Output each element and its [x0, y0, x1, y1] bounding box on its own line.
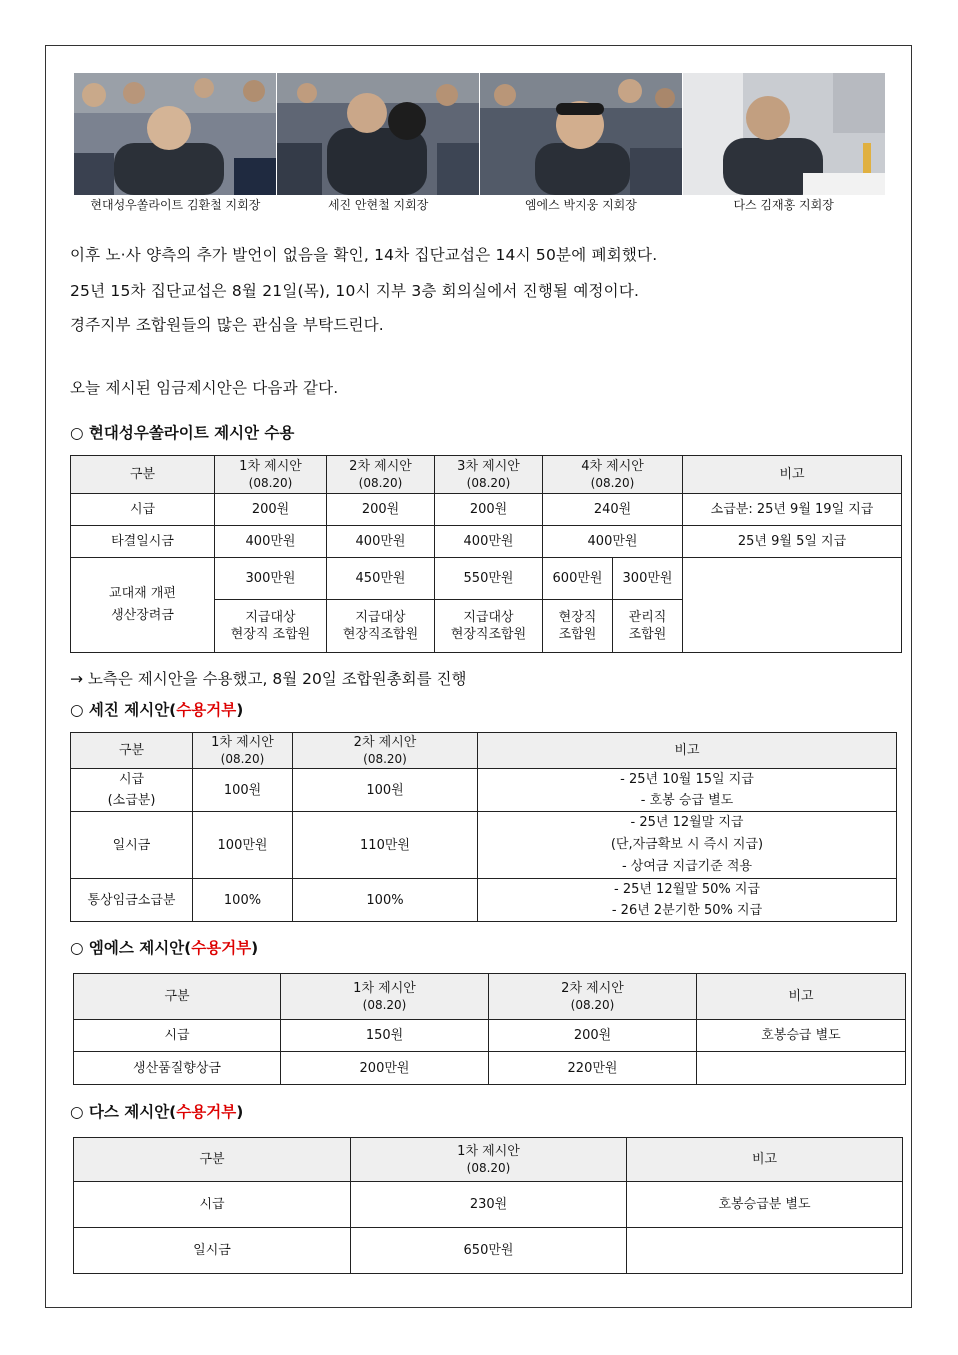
table-row: [71, 769, 897, 812]
table-row: [74, 1228, 903, 1274]
table-cell: 200원: [435, 494, 543, 526]
table-cell: 호봉승급 별도: [697, 1020, 906, 1052]
photo-strip: [74, 73, 885, 195]
table-row: [71, 494, 902, 526]
photo-sejin: [277, 73, 479, 195]
table-cell: 220만원: [489, 1052, 697, 1085]
table-cell: 240원: [543, 494, 683, 526]
section-title-sejin: ○ 세진 제시안(수용거부): [70, 701, 244, 719]
table-cell: 650만원: [351, 1228, 627, 1274]
table-cell: 100%: [293, 879, 478, 922]
photo-ms: [480, 73, 682, 195]
table-cell: 소급분: 25년 9월 19일 지급: [683, 494, 902, 526]
table-cell: 100원: [293, 769, 478, 812]
table-cell: 200원: [215, 494, 327, 526]
photo-hyundai-image: [74, 73, 276, 195]
table-cell: [697, 1052, 906, 1085]
section-title-hyundai: ○ 현대성우쏠라이트 제시안 수용: [70, 424, 295, 442]
header-round-2: 2차 제시안 (08.20): [327, 456, 435, 494]
table-row: [71, 812, 897, 879]
header-round-1: 1차 제시안 (08.20): [351, 1138, 627, 1182]
table-cell: 230원: [351, 1182, 627, 1228]
header-gubun: 구분: [74, 974, 281, 1020]
table-cell: 400만원: [435, 526, 543, 558]
table-cell: 지급대상 현장직조합원: [435, 600, 543, 653]
table-cell: 지급대상 현장직조합원: [327, 600, 435, 653]
header-round-1: 1차 제시안 (08.20): [193, 733, 293, 769]
photo-caption: 현대성우쏠라이트 김환철 지회장: [90, 198, 261, 212]
intro-line-2: 25년 15차 집단교섭은 8월 21일(목), 10시 지부 3층 회의실에서 진행될 예정이다.: [70, 282, 640, 300]
photo-sejin-image: [277, 73, 479, 195]
table-cell: 교대재 개편 생산장려금: [71, 558, 215, 653]
table-cell: 110만원: [293, 812, 478, 879]
table-cell: 300만원: [613, 558, 683, 600]
table-cell: - 25년 12월말 50% 지급 - 26년 2분기한 50% 지급: [478, 879, 897, 922]
header-round-2: 2차 제시안 (08.20): [293, 733, 478, 769]
table-cell: [683, 558, 902, 653]
header-bigo: 비고: [683, 456, 902, 494]
table-cell: 100만원: [193, 812, 293, 879]
table-cell: [627, 1228, 903, 1274]
intro-line-4: 오늘 제시된 임금제시안은 다음과 같다.: [70, 379, 339, 397]
table-cell: 타결일시금: [71, 526, 215, 558]
header-bigo: 비고: [478, 733, 897, 769]
header-round-3: 3차 제시안 (08.20): [435, 456, 543, 494]
header-bigo: 비고: [697, 974, 906, 1020]
table-row: [71, 526, 902, 558]
header-gubun: 구분: [71, 733, 193, 769]
intro-line-3: 경주지부 조합원들의 많은 관심을 부탁드린다.: [70, 316, 384, 334]
table-row: [74, 1020, 906, 1052]
table-cell: 관리직 조합원: [613, 600, 683, 653]
table-row: [71, 879, 897, 922]
table-cell: 200원: [327, 494, 435, 526]
header-gubun: 구분: [71, 456, 215, 494]
header-round-2: 2차 제시안 (08.20): [489, 974, 697, 1020]
table-cell: 시급: [74, 1020, 281, 1052]
table-cell: 200원: [489, 1020, 697, 1052]
intro-line-1: 이후 노·사 양측의 추가 발언이 없음을 확인, 14차 집단교섭은 14시 50분에 폐회했다.: [70, 246, 658, 264]
table-cell: 일시금: [74, 1228, 351, 1274]
table-row: [71, 558, 902, 600]
table-cell: 생산품질향상금: [74, 1052, 281, 1085]
section-title-das: ○ 다스 제시안(수용거부): [70, 1103, 244, 1121]
table-cell: 550만원: [435, 558, 543, 600]
header-bigo: 비고: [627, 1138, 903, 1182]
das-table: [73, 1137, 903, 1274]
photo-ms-image: [480, 73, 682, 195]
header-round-1: 1차 제시안 (08.20): [281, 974, 489, 1020]
table-cell: - 25년 12월말 지급 (단,자금확보 시 즉시 지급) - 상여금 지급기준 적용: [478, 812, 897, 879]
table-cell: 300만원: [215, 558, 327, 600]
photo-captions: [74, 196, 885, 213]
photo-caption: 세진 안현철 지회장: [327, 198, 429, 212]
table-cell: 통상임금소급분: [71, 879, 193, 922]
hyundai-note: → 노측은 제시안을 수용했고, 8월 20일 조합원총회를 진행: [70, 670, 467, 688]
table-cell: 400만원: [327, 526, 435, 558]
table-cell: 400만원: [215, 526, 327, 558]
table-cell: 호봉승급분 별도: [627, 1182, 903, 1228]
header-gubun: 구분: [74, 1138, 351, 1182]
table-cell: - 25년 10월 15일 지급 - 호봉 승급 별도: [478, 769, 897, 812]
table-cell: 시급 (소급분): [71, 769, 193, 812]
table-cell: 100원: [193, 769, 293, 812]
table-cell: 400만원: [543, 526, 683, 558]
photo-hyundai: [74, 73, 276, 195]
table-cell: 150원: [281, 1020, 489, 1052]
hyundai-table: [70, 455, 902, 653]
header-round-1: 1차 제시안 (08.20): [215, 456, 327, 494]
ms-table: [73, 973, 906, 1085]
header-round-4: 4차 제시안 (08.20): [543, 456, 683, 494]
table-cell: 200만원: [281, 1052, 489, 1085]
table-cell: 100%: [193, 879, 293, 922]
table-cell: 450만원: [327, 558, 435, 600]
table-cell: 지급대상 현장직 조합원: [215, 600, 327, 653]
table-cell: 600만원: [543, 558, 613, 600]
sejin-table: [70, 732, 897, 922]
table-cell: 시급: [74, 1182, 351, 1228]
table-cell: 일시금: [71, 812, 193, 879]
table-row: [74, 1182, 903, 1228]
table-row: [74, 1052, 906, 1085]
photo-das: [683, 73, 885, 195]
table-cell: 25년 9월 5일 지급: [683, 526, 902, 558]
section-title-ms: ○ 엠에스 제시안(수용거부): [70, 939, 259, 957]
table-cell: 현장직 조합원: [543, 600, 613, 653]
photo-caption: 엠에스 박지웅 지회장: [524, 198, 637, 212]
photo-das-image: [683, 73, 885, 195]
table-cell: 시급: [71, 494, 215, 526]
photo-caption: 다스 김재홍 지회장: [733, 198, 834, 212]
